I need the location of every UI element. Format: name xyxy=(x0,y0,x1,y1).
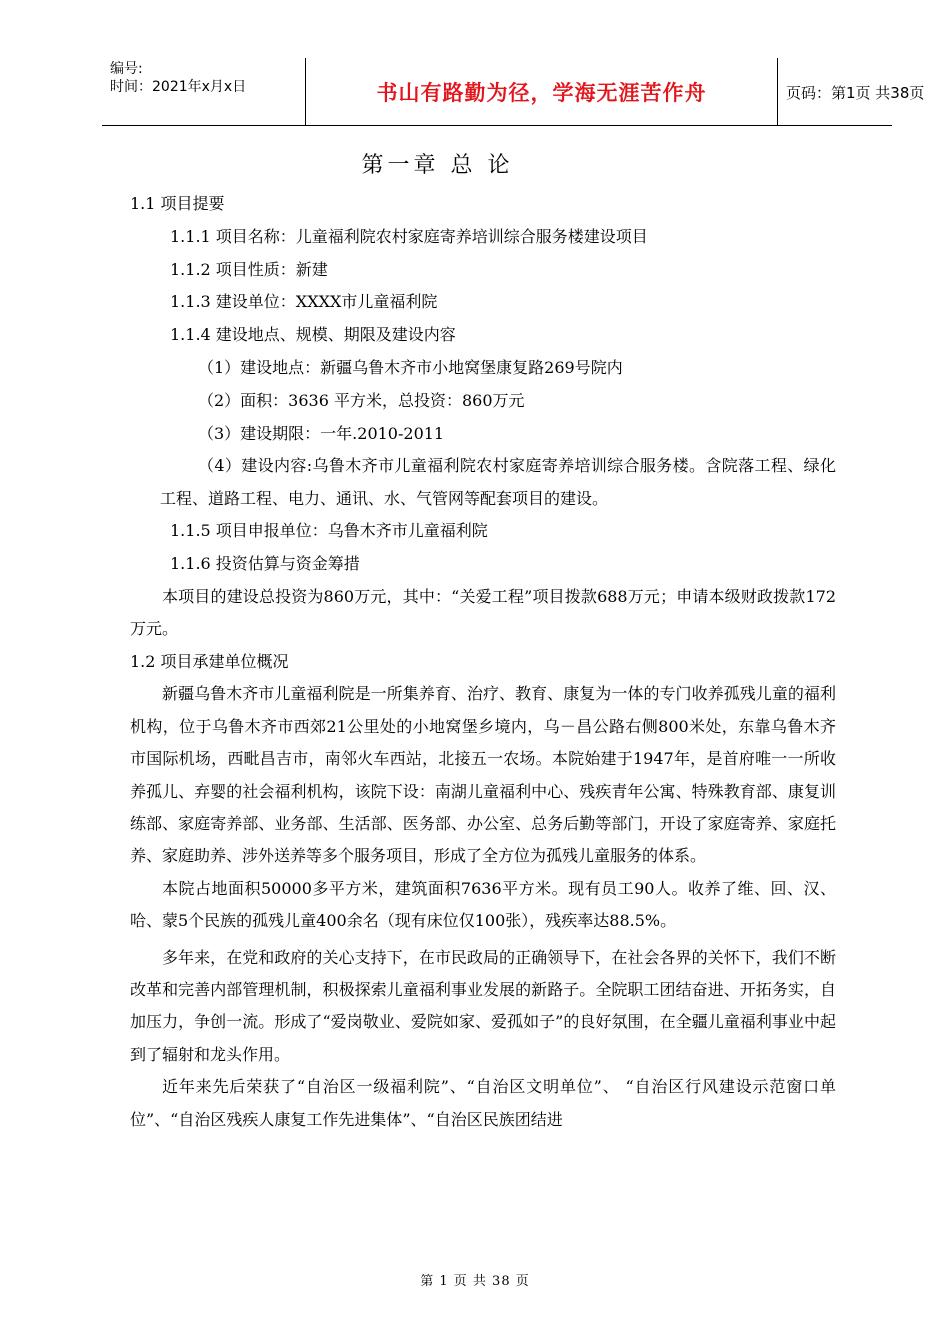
header-meta xyxy=(110,60,300,96)
item-location: （1）建设地点：新疆乌鲁木齐市小地窝堡康复路269号院内 xyxy=(198,357,623,377)
document-body xyxy=(130,188,836,1136)
section-1-1-1: 1.1.1 项目名称：儿童福利院农村家庭寄养培训综合服务楼建设项目 xyxy=(170,226,648,246)
item-content: （4）建设内容:乌鲁木齐市儿童福利院农村家庭寄养培训综合服务楼。含院落工程、绿化工程、道路工程、电力、通讯、水、气管网等配套项目的建设。 xyxy=(160,456,836,508)
item-period: （3）建设期限：一年.2010-2011 xyxy=(198,423,445,443)
paragraph-intro: 新疆乌鲁木齐市儿童福利院是一所集养育、治疗、教育、康复为一体的专门收养孤残儿童的福利机构，位于乌鲁木齐市西郊21公里处的小地窝堡乡境内，乌－昌公路右侧800米处，东靠乌鲁木齐市国际机场，西毗昌吉市，南邻火车西站，北接五一农场。本院始建于1947年，是首府唯一一所收养孤儿、弃婴的社会福利机构，该院下设：南湖儿童福利中心、残疾青年公寓、特殊教育部、康复训练部、家庭寄养部、业务部、生活部、医务部、办公室、总务后勤等部门，开设了家庭寄养、家庭托养、家庭助养、涉外送养等多个服务项目，形成了全方位为孤残儿童服务的体系。 xyxy=(130,684,836,866)
paragraph-honors: 近年来先后荣获了“自治区一级福利院”、“自治区文明单位”、 “自治区行风建设示范窗口单位”、“自治区残疾人康复工作先进集体”、“自治区民族团结进 xyxy=(130,1077,836,1129)
section-1-1-6: 1.1.6 投资估算与资金筹措 xyxy=(170,553,360,573)
serial-label: 编号: xyxy=(110,61,143,77)
section-1-1-heading: 1.1 项目提要 xyxy=(130,194,225,213)
paragraph-area: 本院占地面积50000多平方米，建筑面积7636平方米。现有员工90人。收养了维、回、汉、哈、蒙5个民族的孤残儿童400余名（现有床位仅100张），残疾率达88.5%。 xyxy=(130,878,836,931)
time-label: 时间：2021年x月x日 xyxy=(110,79,247,95)
page-info: 页码：第1页 共38页 xyxy=(786,84,925,102)
section-1-2-heading: 1.2 项目承建单位概况 xyxy=(130,651,289,671)
section-1-1-3: 1.1.3 建设单位：XXXX市儿童福利院 xyxy=(170,292,438,312)
paragraph-investment: 本项目的建设总投资为860万元，其中：“关爱工程”项目拨款688万元；申请本级财政拨款172万元。 xyxy=(130,586,836,639)
item-area: （2）面积：3636 平方米，总投资：860万元 xyxy=(198,390,525,410)
header-motto-cell xyxy=(305,58,778,125)
page-footer: 第 1 页 共 38 页 xyxy=(420,1274,530,1289)
section-1-1-4: 1.1.4 建设地点、规模、期限及建设内容 xyxy=(170,325,456,345)
page-header xyxy=(102,58,925,126)
motto-text: 书山有路勤为径，学海无涯苦作舟 xyxy=(376,80,707,105)
section-1-1-2: 1.1.2 项目性质：新建 xyxy=(170,259,328,279)
chapter-title: 第一章 总 论 xyxy=(361,153,514,178)
paragraph-years: 多年来，在党和政府的关心支持下，在市民政局的正确领导下，在社会各界的关怀下，我们不断改革和完善内部管理机制，积极探索儿童福利事业发展的新路子。全院职工团结奋进、开拓务实，自加压力，争创一流。形成了“爱岗敬业、爱院如家、爱孤如子”的良好氛围，在全疆儿童福利事业中起到了辐射和龙头作用。 xyxy=(130,947,836,1064)
section-1-1-5: 1.1.5 项目申报单位：乌鲁木齐市儿童福利院 xyxy=(170,521,488,541)
